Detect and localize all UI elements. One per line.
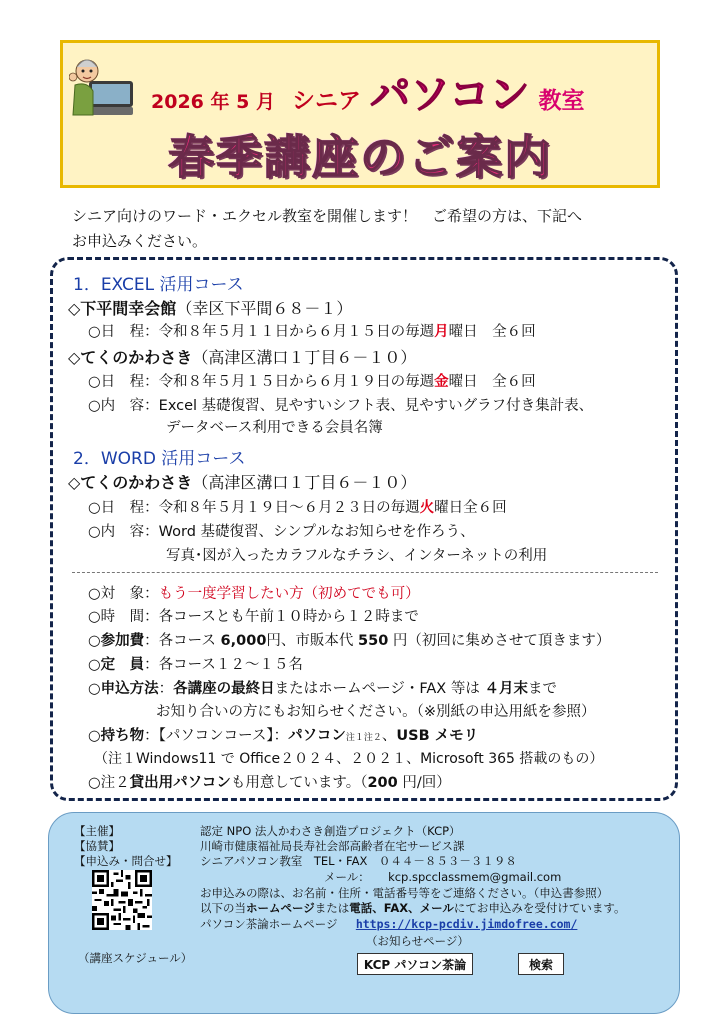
note-2-price: 200 bbox=[367, 775, 398, 791]
excel-course-title: 1．EXCEL 活用コース bbox=[73, 275, 244, 295]
excel-venue-1-name: ◇下平間幸会館 bbox=[68, 299, 177, 318]
note-2-label: ○注２ bbox=[88, 775, 130, 791]
excel-venue-1-addr: （幸区下平間６８－１） bbox=[176, 299, 353, 318]
apply-text-mid: またはホームページ・FAX 等は bbox=[274, 681, 485, 697]
bring-pc: パソコン bbox=[288, 728, 346, 744]
note-2 bbox=[88, 771, 451, 792]
banner-pasokon: パソコン bbox=[370, 72, 530, 118]
capacity-label: ○定 員 bbox=[88, 657, 145, 673]
schedule-day: 火 bbox=[419, 500, 435, 516]
note-text-end: にてお申込みを受付けています。 bbox=[453, 901, 626, 915]
schedule-text: ○日 程：令和８年５月１１日から６月１５日の毎週 bbox=[88, 324, 435, 340]
intro-line-2: お申込みください。 bbox=[72, 232, 208, 250]
fee-text-mid: 円、市販本代 bbox=[266, 633, 359, 649]
word-schedule bbox=[88, 496, 507, 517]
intro-text bbox=[72, 204, 672, 254]
apply-label: ○申込方法 bbox=[88, 681, 159, 697]
note-1: （注１Windows11 で Office２０２４、２０２１、Microsoft 365 搭載のもの） bbox=[94, 751, 604, 767]
word-content-2: 写真･図が入ったカラフルなチラシ、インターネットの利用 bbox=[166, 548, 548, 564]
capacity-value: ：各コース１２～１５名 bbox=[144, 657, 303, 673]
fee-label: ○参加費 bbox=[88, 633, 145, 649]
bring-label: ○持ち物 bbox=[88, 728, 145, 744]
homepage-note: （お知らせページ） bbox=[366, 934, 469, 948]
apply-deadline-april: ４月末 bbox=[484, 681, 528, 697]
note-hp: ホームページ bbox=[246, 901, 315, 915]
organizer-value: 認定 NPO 法人かわさき創造プロジェクト（KCP） bbox=[200, 824, 461, 838]
word-venue-name: ◇てくのかわさき bbox=[68, 473, 193, 492]
excel-content-2: データベース利用できる会員名簿 bbox=[166, 420, 383, 436]
bring-row bbox=[88, 724, 478, 745]
excel-venue-1 bbox=[68, 296, 352, 319]
bring-text: ：【パソコンコース】： bbox=[144, 728, 289, 744]
fee-row bbox=[88, 629, 610, 650]
schedule-day: 金 bbox=[434, 374, 449, 390]
header-banner bbox=[60, 40, 660, 188]
contact-label: 【申込み・問合せ】 bbox=[74, 854, 178, 868]
schedule-text: ○日 程：令和８年５月１５日から６月１９日の毎週 bbox=[88, 374, 435, 390]
banner-kyoshitsu: 教室 bbox=[538, 88, 585, 114]
search-term-box: KCP パソコン茶論 bbox=[357, 953, 473, 975]
word-content-1: ○内 容：Word 基礎復習、シンプルなお知らせを作ろう、 bbox=[88, 524, 475, 540]
excel-venue-2-addr: （高津区溝口１丁目６－１０） bbox=[192, 348, 417, 367]
note-methods: 電話、FAX、メール bbox=[349, 901, 454, 915]
schedule-text-end: 曜日全６回 bbox=[434, 500, 507, 516]
word-venue-addr: （高津区溝口１丁目６－１０） bbox=[192, 473, 417, 492]
target-row bbox=[88, 582, 420, 603]
footer-note-2 bbox=[200, 900, 625, 916]
excel-venue-1-schedule bbox=[88, 320, 536, 341]
section-divider bbox=[72, 572, 658, 573]
time-row: ○時 間：各コースとも午前１０時から１２時まで bbox=[88, 609, 419, 625]
homepage-row bbox=[200, 916, 577, 932]
intro-line-1: シニア向けのワード・エクセル教室を開催します！ ご希望の方は、下記へ bbox=[72, 207, 583, 225]
book-price: 550 bbox=[358, 633, 389, 649]
note-text-mid: または bbox=[314, 901, 350, 915]
apply-row-2: お知り合いの方にもお知らせください。（※別紙の申込用紙を参照） bbox=[156, 704, 596, 720]
support-value: 川崎市健康福祉局長寿社会部高齢者在宅サービス課 bbox=[200, 839, 465, 853]
apply-text-end: まで bbox=[527, 681, 557, 697]
excel-venue-2 bbox=[68, 345, 416, 368]
qr-code bbox=[92, 870, 152, 930]
schedule-text-end: 曜日 全６回 bbox=[448, 324, 536, 340]
apply-deadline-last-day: 各講座の最終日 bbox=[173, 681, 275, 697]
fee-text: ：各コース bbox=[144, 633, 221, 649]
note-2-text: も用意しています。（ bbox=[230, 775, 368, 791]
bring-usb: USB メモリ bbox=[396, 728, 479, 744]
target-value: もう一度学習したい方（初めてでも可） bbox=[158, 586, 420, 602]
mail-row bbox=[324, 869, 561, 885]
excel-venue-2-schedule bbox=[88, 370, 536, 391]
target-label: ○対 象： bbox=[88, 586, 159, 602]
apply-text: ： bbox=[158, 681, 174, 697]
excel-venue-2-name: ◇てくのかわさき bbox=[68, 348, 193, 367]
word-course-title: 2．WORD 活用コース bbox=[73, 449, 246, 469]
capacity-row bbox=[88, 653, 303, 674]
schedule-text-end: 曜日 全６回 bbox=[448, 374, 536, 390]
organizer-label: 【主催】 bbox=[74, 824, 120, 838]
banner-senior: シニア bbox=[292, 88, 362, 114]
note-2-end: 円/回） bbox=[397, 775, 451, 791]
fee-amount: 6,000 bbox=[220, 633, 267, 649]
word-venue bbox=[68, 470, 416, 493]
fee-text-end: 円（初回に集めさせて頂きます） bbox=[388, 633, 611, 649]
excel-content-1: ○内 容：Excel 基礎復習、見やすいシフト表、見やすいグラフ付き集計表、 bbox=[88, 398, 594, 414]
homepage-label: パソコン茶論ホームページ bbox=[200, 917, 338, 931]
contact-value: シニアパソコン教室 TEL・FAX ０４４－８５３－３１９８ bbox=[200, 854, 517, 868]
apply-row bbox=[88, 677, 557, 698]
note-2-rental-pc: 貸出用パソコン bbox=[129, 775, 231, 791]
banner-year-month: 2026 年 5 月 bbox=[151, 91, 275, 113]
bring-sep: 、 bbox=[381, 728, 397, 744]
qr-caption: （講座スケジュール） bbox=[78, 951, 193, 965]
banner-title: 春季講座のご案内 bbox=[168, 130, 552, 184]
search-button[interactable]: 検索 bbox=[518, 953, 564, 975]
bring-note-ref: 注１注２ bbox=[345, 733, 382, 743]
note-text: 以下の当 bbox=[200, 901, 246, 915]
schedule-day: 月 bbox=[434, 324, 449, 340]
support-label: 【協賛】 bbox=[74, 839, 120, 853]
mail-address[interactable]: kcp.spcclassmem@gmail.com bbox=[388, 870, 562, 884]
homepage-link[interactable]: https://kcp-pcdiv.jimdofree.com/ bbox=[355, 917, 578, 931]
senior-at-computer-illustration bbox=[69, 51, 135, 123]
mail-label: メール： bbox=[324, 870, 370, 884]
footer-note-1: お申込みの際は、お名前・住所・電話番号等をご連絡ください。（申込書参照） bbox=[200, 886, 609, 900]
schedule-text: ○日 程：令和８年５月１９日～６月２３日の毎週 bbox=[88, 500, 420, 516]
